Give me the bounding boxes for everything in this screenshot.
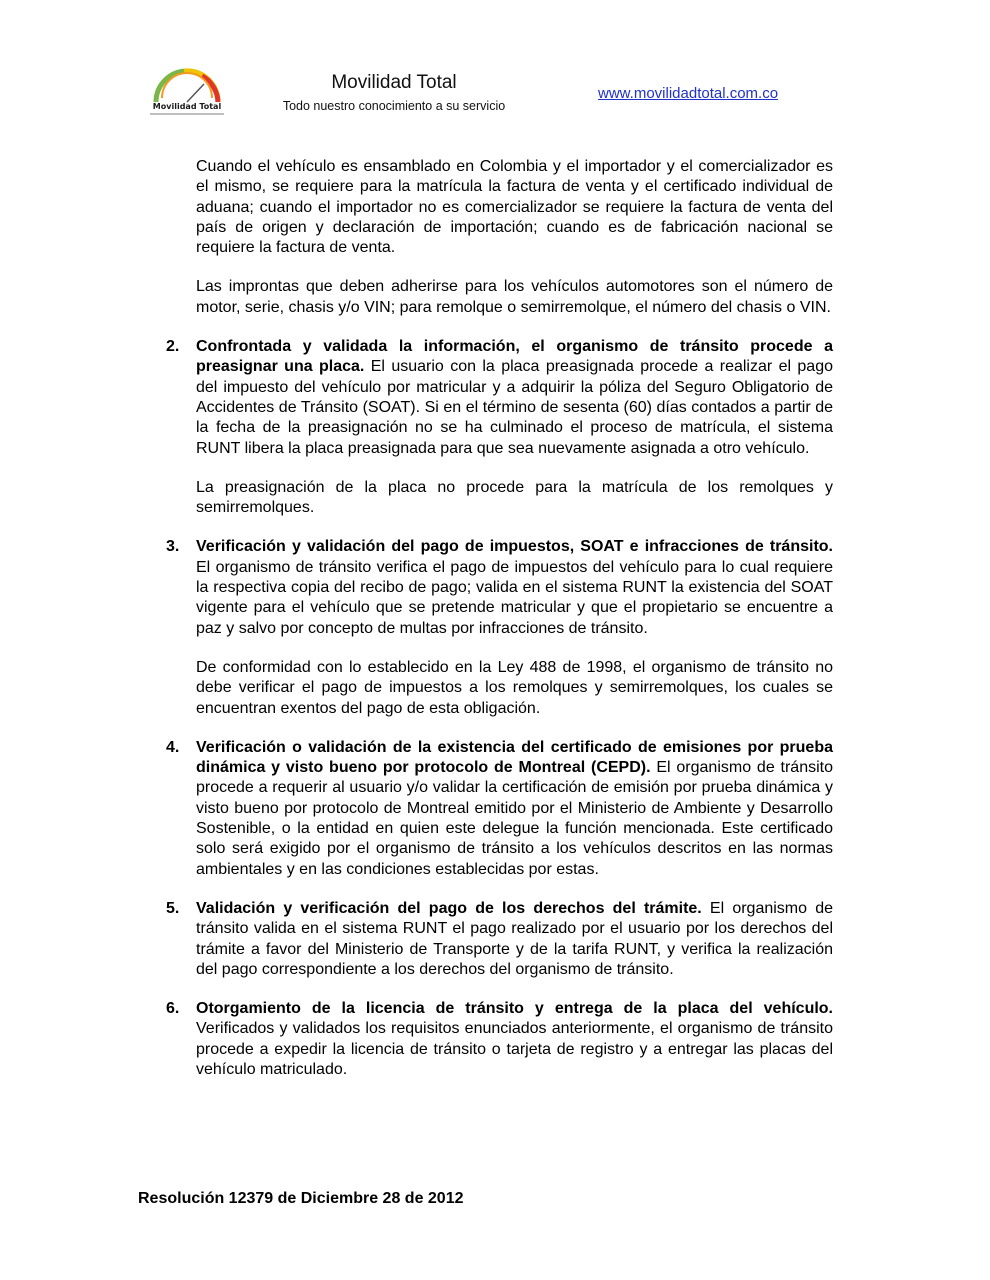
- page-header-title: Movilidad Total: [331, 72, 457, 93]
- list-item: [166, 738, 833, 880]
- item-number: 4.: [166, 738, 180, 756]
- page-header-subtitle: Todo nuestro conocimiento a su servicio: [282, 99, 506, 113]
- list-item: [166, 899, 834, 980]
- item-extra: De conformidad con lo establecido en la Ley 488 de 1998, el organismo de tránsito no debe verificar el pago de impuestos a los remolques y semirremolques, los cuales se encuentran exentos del pago de esta obligación.: [196, 658, 833, 717]
- website-link[interactable]: www.movilidadtotal.com.co: [598, 85, 779, 102]
- item-number: 3.: [166, 538, 180, 556]
- document-body: [166, 157, 834, 1099]
- item-body: El organismo de tránsito procede a requerir al usuario y/o validar la certificación de emisión por prueba dinámica y visto bueno por protocolo de Montreal emitido por el Ministerio de Ambiente y Desarrollo Sostenible, o la entidad en quien este delegue la función mencionada. Este certificado solo será exigido por el organismo de tránsito a los vehículos descritos en las normas ambientales y en las condiciones establecidas por estas.: [196, 759, 833, 878]
- item-body: El organismo de tránsito valida en el sistema RUNT el pago realizado por el usuario por los derechos del trámite a favor del Ministerio de Transporte y de la tarifa RUNT, y verifica la realización del pago correspondiente a los derechos del organismo de tránsito.: [196, 899, 834, 978]
- item-heading: Confrontada y validada la información, el organismo de tránsito procede a preasignar una placa.: [196, 338, 833, 376]
- intro-paragraph: Las improntas que deben adherirse para los vehículos automotores son el número de motor, serie, chasis y/o VIN; para remolque o semirremolque, el número del chasis o VIN.: [196, 278, 833, 316]
- item-number: 2.: [166, 338, 180, 356]
- item-heading: Validación y verificación del pago de los derechos del trámite.: [196, 899, 702, 917]
- item-heading: Verificación o validación de la existencia del certificado de emisiones por prueba dinámica y visto bueno por protocolo de Montreal (CEPD).: [196, 738, 833, 777]
- logo-text: Movilidad Total: [152, 102, 222, 111]
- page-footer: Resolución 12379 de Diciembre 28 de 2012: [138, 1190, 464, 1207]
- list-item: [166, 537, 833, 718]
- item-body: El organismo de tránsito verifica el pago de impuestos del vehículo para lo cual requiere la respectiva copia del recibo de pago; valida en el sistema RUNT la existencia del SOAT vigente para el vehículo que se pretende matricular y que el propietario se encuentre a paz y salvo por concepto de multas por infracciones de tránsito.: [196, 558, 833, 637]
- item-number: 5.: [166, 899, 180, 917]
- item-number: 6.: [166, 1000, 180, 1018]
- logo-tagline-line: [150, 113, 224, 115]
- item-body: Verificados y validados los requisitos enunciados anteriormente, el organismo de tránsito procede a expedir la licencia de tránsito o tarjeta de registro y a entregar las placas del vehículo matriculado.: [196, 1020, 833, 1078]
- list-item: [166, 999, 833, 1080]
- intro-paragraph: Cuando el vehículo es ensamblado en Colombia y el importador y el comercializador es el mismo, se requiere para la matrícula la factura de venta y el certificado individual de aduana; cuando el importador no es comercializador se requiere la factura de venta del país de origen y declaración de importación; cuando es de fabricación nacional se requiere la factura de venta.: [196, 158, 833, 257]
- item-extra: La preasignación de la placa no procede para la matrícula de los remolques y semirremolques.: [196, 478, 833, 517]
- item-body: El usuario con la placa preasignada procede a realizar el pago del impuesto del vehículo por matricular y a adquirir la póliza del Seguro Obligatorio de Accidentes de Tránsito (SOAT). Si en el término de sesenta (60) días contados a partir de la fecha de la preasignación no se ha culminado el proceso de matrícula, el sistema RUNT libera la placa preasignada para que sea nuevamente asignada a otro vehículo.: [196, 358, 833, 457]
- item-heading: Otorgamiento de la licencia de tránsito y entrega de la placa del vehículo.: [196, 1000, 833, 1018]
- item-heading: Verificación y validación del pago de impuestos, SOAT e infracciones de tránsito.: [196, 538, 833, 556]
- list-item: [166, 337, 833, 518]
